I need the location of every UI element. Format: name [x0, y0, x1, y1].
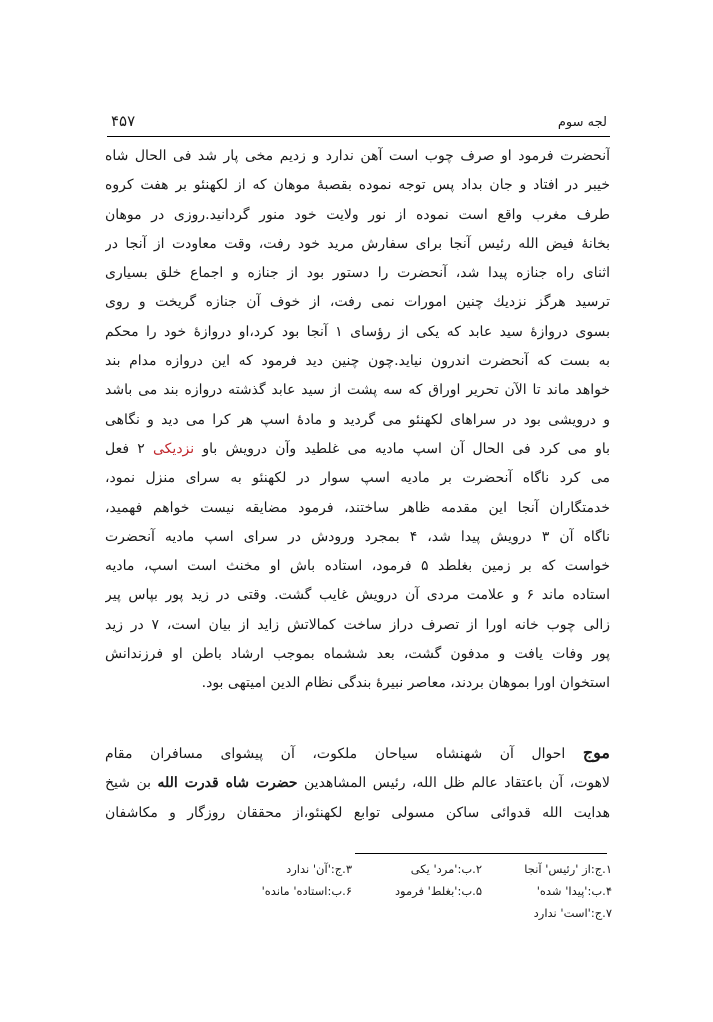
footnote: ۷.ج:'است' ندارد — [533, 906, 612, 920]
text-line: به بست که آنحضرت اندرون نیاید.چون چنین دید فرمود که این دروازه مدام بند — [105, 353, 610, 370]
footnote: ۶.ب:استاده' مانده' — [261, 884, 352, 898]
line-segment: لاهوت، آن باعتقاد عالم ظل الله، رئیس المشاهدین — [297, 775, 610, 792]
text-line: زالی چوب خانه اورا از تصرف دراز ساخت کمالاتش زاید از بیان است، ۷ در زید — [105, 616, 610, 633]
main-paragraph — [105, 142, 610, 699]
text-line — [105, 769, 610, 798]
page-header — [111, 112, 607, 130]
text-line: استاده ماند ۶ و علامت مردی آن درویش غایب گشت. وقتی در زید پور بپاس پیر — [105, 587, 610, 604]
footnote: ۲.ب:'مرد' یکی — [410, 862, 482, 876]
footnote-row — [220, 884, 612, 898]
text-line: خواست که بر زمین بغلطد ۵ فرمود، استاده باش او مخنث است اسپ، مادیه — [105, 558, 610, 575]
text-line-highlight — [105, 435, 610, 464]
text-line: هدایت الله قدوائی ساکن مسولی توابع لکهنئو،از محققان روزگار و مکاشفان — [105, 804, 610, 821]
text-line: می کرد ناگاه آنحضرت بر مادیه اسپ سوار در لکهنئو به سرای منزل نمود، — [105, 470, 610, 487]
text-line: استخوان اورا بموهان بردند، معاصر نبیرهٔ بندگی نظام الدین امیتهی بود. — [201, 675, 610, 692]
chapter-title: لجه سوم — [557, 115, 607, 130]
header-rule — [107, 136, 610, 137]
text-line: خدمتگاران آنجا این مقدمه ظاهر ساختند، فرمود مضایقه نیست خواهم فهمید، — [105, 499, 610, 516]
bold-name: حضرت شاه قدرت الله — [157, 775, 298, 792]
text-line: ترسید هرگز نزدیك چنین امورات نمی رفت، از خوف آن جنازه گریخت و روی — [105, 294, 610, 311]
highlighted-word: نزدیکی — [153, 440, 195, 457]
text-line: آنحضرت فرمود او صرف چوب است آهن ندارد و زدیم مخی پار شد فی الحال شاه — [105, 148, 610, 164]
second-paragraph — [105, 738, 610, 828]
section-term: موج — [582, 743, 610, 762]
footnote-row — [220, 906, 612, 920]
text-line — [105, 738, 610, 769]
footnote-row — [220, 862, 612, 876]
line-segment: احوال آن شهنشاه سیاحان ملکوت، آن پیشوای مسافران مقام — [105, 746, 583, 762]
text-line: بسوی دروازهٔ سید عابد که یکی از رؤسای ۱ آنجا بود کرد،او دروازهٔ خود را محکم — [105, 323, 610, 340]
text-line: و درویشی بود در سراهای لکهنئو می گردید و مادهٔ اسپ هر کرا می دید و نگاهی — [105, 411, 610, 428]
text-line: ناگاه آن ۳ درویش پیدا شد، ۴ بمجرد ورودش در سرای اسپ مادیه آنحضرت — [105, 528, 610, 545]
line-segment: بن شیخ — [105, 775, 158, 792]
footnote: ۱.ج:از 'رئیس' آنجا — [524, 862, 612, 876]
line-segment: ۲ فعل — [105, 440, 154, 457]
text-line: اثنای راه جنازه پیدا شد، آنحضرت را دستور بود از جنازه و اجماع خلق بسیاری — [105, 265, 610, 282]
footnote: ۵.ب:'بغلط' فرمود — [394, 884, 482, 898]
text-line: خواهد ماند تا الآن تحریر اوراق که سه پشت از سید عابد گذشته دروازه بند می باشد — [105, 382, 610, 399]
line-segment: باو می کرد فی الحال آن اسپ مادیه می غلطید وآن درویش باو — [194, 440, 610, 457]
text-line: بخانهٔ فیض الله رئیس آنجا برای سفارش مرید خود رفت، وقت معاودت از آنجا در — [105, 235, 610, 252]
text-line: پور وفات یافت و مدفون گشت، بعد ششماه بموجب ارشاد باطن او فرزندانش — [105, 646, 610, 663]
text-line: خیبر در افتاد و جان بداد پس توجه نموده بقصبهٔ موهان که از لکهنئو بر هفت کروه — [105, 177, 610, 194]
text-line: طرف مغرب واقع است نموده از نور ولایت خود منور گردانید.روزی در موهان — [105, 206, 610, 223]
footnote-rule — [355, 853, 607, 854]
footnote: ۳.ج:'آن' ندارد — [286, 862, 352, 876]
page-number: ۴۵۷ — [111, 112, 136, 130]
footnote: ۴.ب:'پیدا' شده' — [536, 884, 612, 898]
